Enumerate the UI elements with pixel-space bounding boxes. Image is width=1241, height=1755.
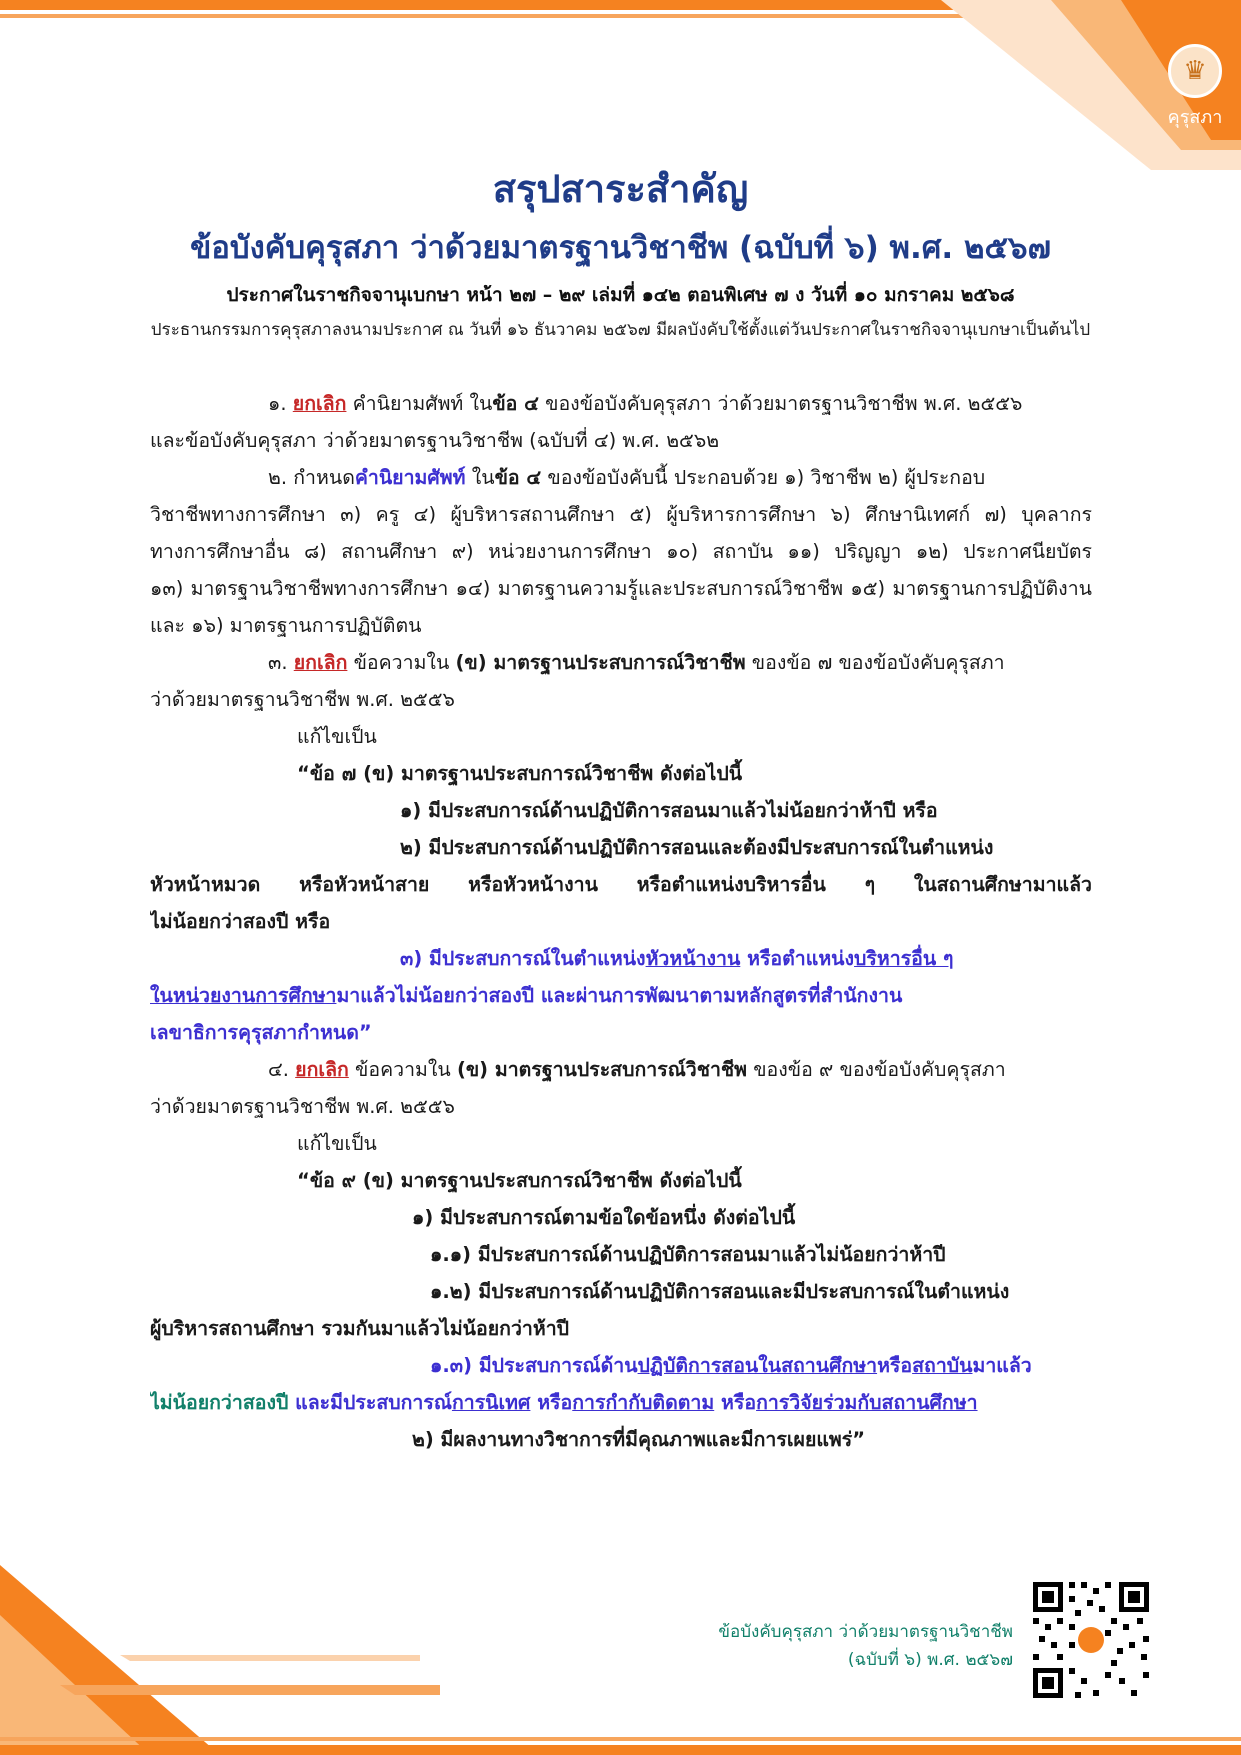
- item-1-line-2: และข้อบังคับคุรุสภา ว่าด้วยมาตรฐานวิชาชีพ (ฉบับที่ ๔) พ.ศ. ๒๕๖๒: [150, 429, 720, 452]
- amended-text: ปฏิบัติการสอนในสถานศึกษา: [637, 1354, 878, 1377]
- amended-text: บริหารอื่น ๆ: [854, 947, 954, 970]
- item-4-fix: แก้ไขเป็น: [297, 1132, 377, 1155]
- amended-text: สถาบัน: [912, 1354, 973, 1377]
- clause-ref: ข้อ ๔: [492, 392, 539, 415]
- item-number: ๑.: [268, 392, 287, 415]
- amended-text: ในหน่วยงานการศึกษา: [150, 984, 337, 1007]
- definition-keyword: คำนิยามศัพท์: [354, 466, 466, 489]
- amended-text: การนิเทศ: [451, 1391, 531, 1414]
- bottom-orange-bar: [0, 1745, 1241, 1755]
- item-4-sub-1: ๑) มีประสบการณ์ตามข้อใดข้อหนึ่ง ดังต่อไปนี้: [412, 1206, 796, 1229]
- text: ข้อความใน: [353, 651, 450, 674]
- text: ไม่น้อยกว่าสองปี: [150, 1391, 289, 1414]
- item-2-line-3: ทางการศึกษาอื่น ๘) สถานศึกษา ๙) หน่วยงานการศึกษา ๑๐) สถาบัน ๑๑) ปริญญา ๑๒) ประกาศนียบัตร: [150, 540, 1092, 563]
- qr-code-icon[interactable]: [1029, 1578, 1153, 1702]
- text: ๒. กำหนด: [268, 466, 355, 489]
- item-number: ๔.: [268, 1058, 289, 1081]
- text: ของข้อบังคับนี้ ประกอบด้วย ๑) วิชาชีพ ๒) ผู้ประกอบ: [547, 466, 986, 489]
- text: ใน: [471, 466, 495, 489]
- item-3-sub-1: ๑) มีประสบการณ์ด้านปฏิบัติการสอนมาแล้วไม่น้อยกว่าห้าปี หรือ: [400, 799, 938, 822]
- text: ๑.๓) มีประสบการณ์ด้าน: [430, 1354, 638, 1377]
- item-4-head: “ข้อ ๙ (ข) มาตรฐานประสบการณ์วิชาชีพ ดังต่อไปนี้: [297, 1169, 742, 1192]
- page-subtitle: ข้อบังคับคุรุสภา ว่าด้วยมาตรฐานวิชาชีพ (ฉบับที่ ๖) พ.ศ. ๒๕๖๗: [190, 230, 1051, 266]
- item-number: ๓.: [268, 651, 288, 674]
- cancel-keyword: ยกเลิก: [295, 1058, 349, 1081]
- item-4-sub-11: ๑.๑) มีประสบการณ์ด้านปฏิบัติการสอนมาแล้วไม่น้อยกว่าห้าปี: [430, 1243, 946, 1266]
- logo-label: คุรุสภา: [1167, 107, 1223, 127]
- item-3-sub-2c: ไม่น้อยกว่าสองปี หรือ: [150, 910, 331, 933]
- footer-line-1: ข้อบังคับคุรุสภา ว่าด้วยมาตรฐานวิชาชีพ: [718, 1622, 1013, 1642]
- item-3-sub-3a: [150, 940, 1092, 977]
- text: ๓) มีประสบการณ์ในตำแหน่ง: [400, 947, 646, 970]
- clause-ref: ข้อ ๔: [494, 466, 542, 489]
- document-body: [150, 385, 1092, 1458]
- item-4-line-1: [150, 1051, 1092, 1088]
- page-title: สรุปสาระสำคัญ: [492, 167, 749, 211]
- footer-caption: [718, 1618, 1013, 1674]
- item-4-sub-12b: ผู้บริหารสถานศึกษา รวมกันมาแล้วไม่น้อยกว่าห้าปี: [150, 1317, 570, 1340]
- item-1-line-1: [150, 385, 1092, 422]
- text: ของข้อบังคับคุรุสภา ว่าด้วยมาตรฐานวิชาชีพ พ.ศ. ๒๕๕๖: [545, 392, 1023, 415]
- item-2-line-4: ๑๓) มาตรฐานวิชาชีพทางการศึกษา ๑๔) มาตรฐานความรู้และประสบการณ์วิชาชีพ ๑๕) มาตรฐานการปฏิบัติงาน: [150, 577, 1092, 600]
- cancel-keyword: ยกเลิก: [293, 651, 348, 674]
- item-3-fix: แก้ไขเป็น: [297, 725, 377, 748]
- text: หรือ: [537, 1391, 573, 1414]
- item-3-line-1: [150, 644, 1092, 681]
- cancel-keyword: ยกเลิก: [292, 392, 347, 415]
- bottom-orange-stripe: [0, 1737, 1241, 1741]
- item-2-line-1: [150, 459, 1092, 496]
- text: ของข้อ ๗ ของข้อบังคับคุรุสภา: [751, 651, 1005, 674]
- text: ข้อความใน: [355, 1058, 451, 1081]
- bottom-left-decoration: [0, 1535, 440, 1755]
- item-3-head: “ข้อ ๗ (ข) มาตรฐานประสบการณ์วิชาชีพ ดังต่อไปนี้: [297, 762, 743, 785]
- emblem-icon: ♛: [1168, 44, 1222, 98]
- item-3-sub-2b: หัวหน้าหมวด หรือหัวหน้าสาย หรือหัวหน้างาน หรือตำแหน่งบริหารอื่น ๆ ในสถานศึกษามาแล้ว: [150, 873, 1092, 896]
- text: ของข้อ ๙ ของข้อบังคับคุรุสภา: [753, 1058, 1006, 1081]
- item-4-sub-12a: ๑.๒) มีประสบการณ์ด้านปฏิบัติการสอนและมีประสบการณ์ในตำแหน่ง: [430, 1280, 1010, 1303]
- item-3-sub-3c: เลขาธิการคุรุสภากำหนด”: [150, 1021, 372, 1044]
- item-3-sub-2a: ๒) มีประสบการณ์ด้านปฏิบัติการสอนและต้องมีประสบการณ์ในตำแหน่ง: [400, 836, 994, 859]
- footer-line-2: (ฉบับที่ ๖) พ.ศ. ๒๕๖๗: [847, 1650, 1013, 1670]
- clause-ref: (ข) มาตรฐานประสบการณ์วิชาชีพ: [455, 651, 746, 674]
- item-4-sub-2: ๒) มีผลงานทางวิชาการที่มีคุณภาพและมีการเผยแพร่”: [412, 1428, 866, 1451]
- gazette-info: ประกาศในราชกิจจานุเบกษา หน้า ๒๗ – ๒๙ เล่มที่ ๑๔๒ ตอนพิเศษ ๗ ง วันที่ ๑๐ มกราคม ๒๕๖๘: [226, 284, 1015, 306]
- amended-text: การกำกับติดตาม: [572, 1391, 715, 1414]
- text: และมีประสบการณ์: [295, 1391, 452, 1414]
- item-3-sub-3b: [150, 977, 1092, 1014]
- signed-info: ประธานกรรมการคุรุสภาลงนามประกาศ ณ วันที่ ๑๖ ธันวาคม ๒๕๖๗ มีผลบังคับใช้ตั้งแต่วันประกาศในราชกิจจานุเบกษาเป็นต้นไป: [150, 320, 1091, 340]
- kurusapha-logo: [1163, 44, 1227, 130]
- item-4-line-2: ว่าด้วยมาตรฐานวิชาชีพ พ.ศ. ๒๕๕๖: [150, 1095, 455, 1118]
- item-2-line-2: วิชาชีพทางการศึกษา ๓) ครู ๔) ผู้บริหารสถานศึกษา ๕) ผู้บริหารการศึกษา ๖) ศึกษานิเทศก์ ๗) บุคลากร: [150, 503, 1092, 526]
- item-3-line-2: ว่าด้วยมาตรฐานวิชาชีพ พ.ศ. ๒๕๕๖: [150, 688, 455, 711]
- amended-text: หัวหน้างาน: [645, 947, 741, 970]
- text: หรือ: [877, 1354, 913, 1377]
- text: มาแล้ว: [972, 1354, 1032, 1377]
- text: หรือ: [721, 1391, 757, 1414]
- item-4-sub-13a: [150, 1347, 1092, 1384]
- amended-text: การวิจัยร่วมกับสถานศึกษา: [756, 1391, 978, 1414]
- text: หรือตำแหน่ง: [747, 947, 855, 970]
- text: มาแล้วไม่น้อยกว่าสองปี และผ่านการพัฒนาตามหลักสูตรที่สำนักงาน: [336, 984, 903, 1007]
- item-4-sub-13b: [150, 1384, 1092, 1421]
- item-2-line-5: และ ๑๖) มาตรฐานการปฏิบัติตน: [150, 614, 422, 637]
- text: คำนิยามศัพท์ ใน: [352, 392, 493, 415]
- clause-ref: (ข) มาตรฐานประสบการณ์วิชาชีพ: [456, 1058, 748, 1081]
